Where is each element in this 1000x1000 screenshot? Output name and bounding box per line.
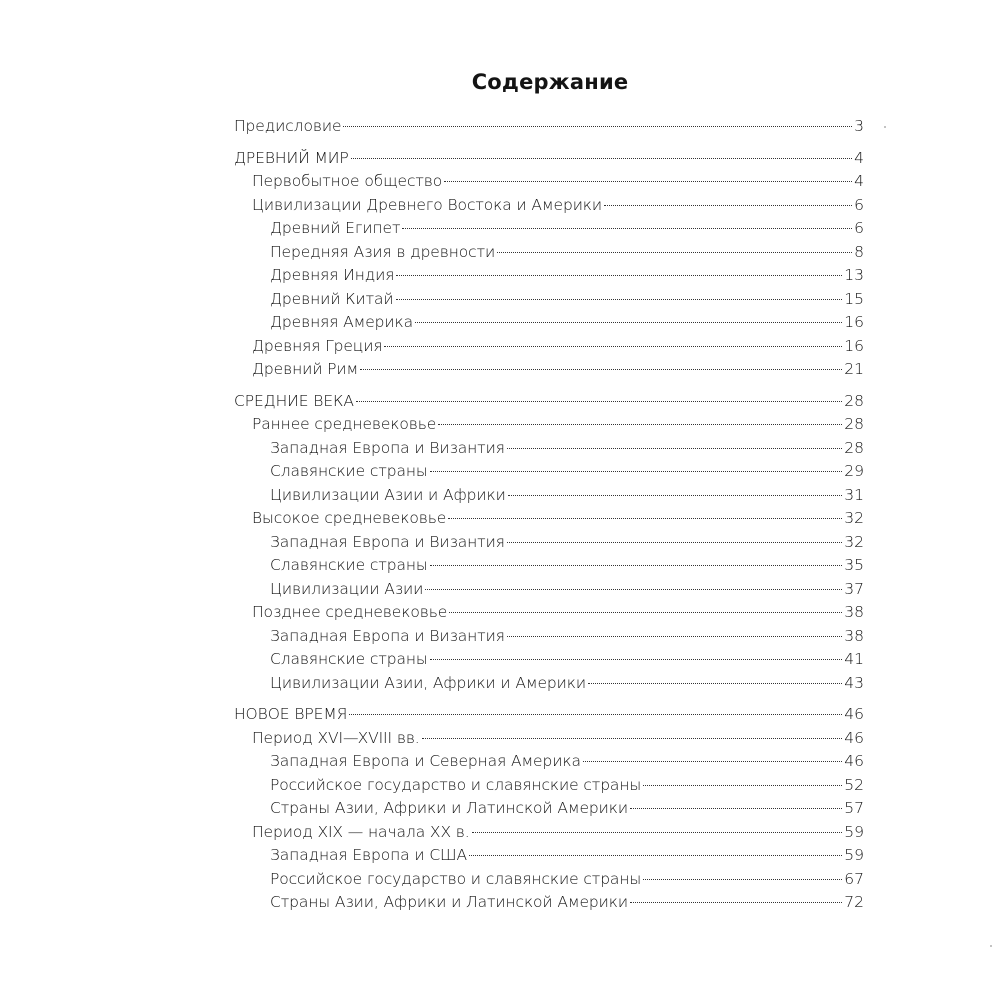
dot-leader (448, 518, 842, 519)
toc-entry-page: 67 (844, 869, 864, 888)
toc-entry-title: СРЕДНИЕ ВЕКА (234, 391, 354, 410)
toc-entry-page: 46 (844, 705, 864, 723)
toc-entry-title: Цивилизации Азии, Африки и Америки (270, 673, 586, 692)
toc-entry-page: 72 (844, 893, 864, 911)
toc-entry-page: 37 (844, 579, 864, 598)
dot-leader (508, 495, 843, 496)
page-title: Содержание (471, 70, 629, 95)
toc-entry-page: 31 (844, 485, 864, 504)
dot-leader (630, 808, 842, 809)
toc-entry-title: Древняя Америка (270, 313, 413, 331)
toc-entry (234, 821, 864, 845)
toc-entry-title: Древний Египет (270, 219, 401, 237)
toc-entry-title: Передняя Азия в древности (270, 242, 496, 261)
dot-leader (415, 322, 842, 323)
toc-entry-page: 38 (844, 626, 864, 645)
dot-leader (430, 565, 843, 566)
toc-entry-page: 59 (844, 822, 864, 841)
toc-entry-title: Цивилизации Древнего Востока и Америки (252, 195, 603, 214)
toc-entry (234, 891, 864, 915)
dot-leader (507, 542, 842, 543)
toc-entry-title: Славянские страны (270, 556, 428, 574)
toc-entry-title: Страны Азии, Африки и Латинской Америки (270, 893, 628, 911)
toc-entry-title: Период XVI—XVIII вв. (252, 728, 420, 747)
toc-entry (234, 648, 864, 672)
toc-entry-page: 13 (844, 266, 864, 284)
toc-entry (234, 358, 864, 382)
toc-entry-title: Российское государство и славянские страны (270, 869, 642, 888)
toc-entry (234, 413, 864, 437)
dot-leader (497, 252, 852, 253)
toc-entry (234, 217, 864, 241)
toc-entry-title: Западная Европа и Византия (270, 532, 505, 551)
dot-leader (604, 205, 852, 206)
toc-entry-title: Цивилизации Азии (270, 579, 424, 598)
toc-entry (234, 554, 864, 578)
toc-entry-title: Период XIX — начала XX в. (252, 822, 470, 841)
dot-leader (360, 369, 842, 370)
scan-speck (884, 126, 886, 128)
toc-entry-page: 16 (844, 313, 864, 331)
toc-entry-page: 6 (854, 219, 864, 237)
toc-entry (234, 335, 864, 359)
toc-entry-title: Российское государство и славянские страны (270, 775, 642, 794)
toc-entry (234, 672, 864, 696)
toc-entry (234, 241, 864, 265)
toc-entry-title: Первобытное общество (252, 172, 443, 190)
toc-entry-page: 8 (854, 242, 864, 261)
toc-entry-page: 52 (844, 775, 864, 794)
toc-entry-page: 59 (844, 846, 864, 864)
toc-entry-page: 4 (854, 172, 864, 190)
dot-leader (588, 683, 842, 684)
toc-entry-title: Предисловие (234, 117, 342, 135)
toc-entry-page: 4 (854, 148, 864, 167)
dot-leader (384, 346, 842, 347)
toc-entry-page: 35 (844, 556, 864, 574)
toc-entry-title: Западная Европа и Византия (270, 626, 505, 645)
dot-leader (630, 902, 842, 903)
dot-leader (643, 879, 842, 880)
toc-entry-title: Славянские страны (270, 650, 428, 668)
toc-entry-title: Древний Китай (270, 289, 394, 308)
table-of-contents (234, 115, 864, 915)
toc-entry-page: 28 (844, 438, 864, 457)
toc-entry (234, 601, 864, 625)
toc-entry-page: 46 (844, 752, 864, 770)
toc-entry (234, 531, 864, 555)
toc-entry-page: 28 (844, 415, 864, 433)
toc-entry-title: Раннее средневековье (252, 415, 437, 433)
toc-entry-title: Высокое средневековье (252, 509, 447, 527)
toc-entry-page: 46 (844, 728, 864, 747)
toc-entry (234, 750, 864, 774)
toc-entry (234, 578, 864, 602)
dot-leader (396, 299, 843, 300)
toc-entry-page: 32 (844, 509, 864, 527)
toc-entry (234, 460, 864, 484)
dot-leader (438, 424, 842, 425)
toc-entry-page: 29 (844, 462, 864, 480)
dot-leader (507, 636, 842, 637)
dot-leader (343, 126, 852, 127)
toc-entry (234, 264, 864, 288)
dot-leader (583, 761, 842, 762)
dot-leader (356, 401, 842, 402)
toc-entry-page: 3 (854, 117, 864, 135)
toc-entry-page: 41 (844, 650, 864, 668)
toc-entry-title: Цивилизации Азии и Африки (270, 485, 506, 504)
dot-leader (643, 785, 842, 786)
toc-entry-page: 28 (844, 391, 864, 410)
toc-entry (234, 288, 864, 312)
toc-entry (234, 844, 864, 868)
dot-leader (472, 832, 843, 833)
dot-leader (351, 158, 852, 159)
toc-entry-page: 38 (844, 603, 864, 621)
dot-leader (444, 181, 852, 182)
toc-entry-page: 16 (844, 336, 864, 355)
toc-entry-page: 43 (844, 673, 864, 692)
toc-entry-title: Западная Европа и США (270, 846, 467, 864)
toc-entry (234, 703, 864, 727)
dot-leader (449, 612, 842, 613)
toc-entry (234, 868, 864, 892)
dot-leader (430, 471, 843, 472)
toc-entry-title: Древний Рим (252, 360, 359, 378)
toc-entry-page: 6 (854, 195, 864, 214)
dot-leader (469, 855, 842, 856)
toc-entry-title: Древняя Греция (252, 336, 383, 355)
toc-entry (234, 115, 864, 139)
dot-leader (507, 448, 842, 449)
toc-entry-title: Славянские страны (270, 462, 428, 480)
toc-entry (234, 727, 864, 751)
scan-speck (990, 945, 992, 947)
dot-leader (430, 659, 843, 660)
dot-leader (425, 589, 842, 590)
dot-leader (402, 228, 852, 229)
toc-entry-title: ДРЕВНИЙ МИР (234, 148, 349, 167)
toc-entry-title: Страны Азии, Африки и Латинской Америки (270, 799, 628, 817)
toc-entry-page: 21 (844, 360, 864, 378)
toc-entry (234, 311, 864, 335)
toc-entry (234, 484, 864, 508)
toc-entry (234, 625, 864, 649)
toc-entry (234, 147, 864, 171)
toc-entry-title: Западная Европа и Северная Америка (270, 752, 581, 770)
dot-leader (349, 714, 842, 715)
toc-entry (234, 390, 864, 414)
toc-entry (234, 507, 864, 531)
toc-entry-page: 57 (844, 799, 864, 817)
dot-leader (396, 275, 842, 276)
toc-entry (234, 437, 864, 461)
dot-leader (422, 738, 843, 739)
toc-entry (234, 797, 864, 821)
toc-entry (234, 170, 864, 194)
toc-entry-title: Позднее средневековье (252, 603, 448, 621)
toc-entry (234, 194, 864, 218)
toc-entry-title: Древняя Индия (270, 266, 395, 284)
toc-entry-page: 32 (844, 532, 864, 551)
toc-entry (234, 774, 864, 798)
toc-entry-page: 15 (844, 289, 864, 308)
toc-entry-title: Западная Европа и Византия (270, 438, 505, 457)
toc-entry-title: НОВОЕ ВРЕМЯ (234, 705, 348, 723)
